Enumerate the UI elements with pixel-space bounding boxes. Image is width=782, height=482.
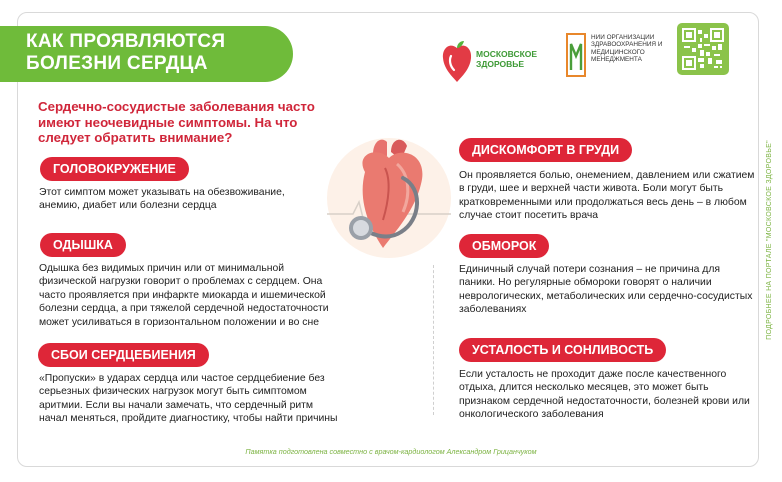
- qr-code-icon: [682, 28, 724, 70]
- column-divider: [433, 265, 434, 415]
- symptom-syncope-text: Единичный случай потери сознания – не причина для паники. Но регулярные обмороки говорят о наличии неврологических, метаболических или сердечно-сосудистых заболеваниях: [459, 264, 753, 316]
- symptom-dyspnea-text: Одышка без видимых причин или от минимальной физической нагрузки говорит о проблемах с сердцем. Она часто проявляется при инфаркте миокарда и ишемической болезни сердца, а при тяжелой сердечной недостаточности может усиливаться в горизонтальном положении и во сне: [39, 263, 329, 328]
- symptom-dizziness-title: ГОЛОВОКРУЖЕНИЕ: [40, 157, 189, 181]
- qr-code[interactable]: [677, 23, 729, 75]
- symptom-chest-discomfort-title: ДИСКОМФОРТ В ГРУДИ: [459, 138, 632, 162]
- symptom-arrhythmia-text: «Пропуски» в ударах сердца или частое сердцебиение без серьезных физических нагрузок могут быть симптомом аритмии. Если вы начали замечать, что сердечный ритм начал меняться, пройдите диагностику, чтобы найти причины: [39, 373, 338, 425]
- page-title: КАК ПРОЯВЛЯЮТСЯ БОЛЕЗНИ СЕРДЦА: [26, 31, 226, 74]
- symptom-syncope-title: ОБМОРОК: [459, 234, 549, 258]
- moscow-health-logo[interactable]: [440, 40, 560, 86]
- moscow-health-icon: [440, 40, 474, 84]
- intro-text: Сердечно-сосудистые заболевания часто имеют неочевидные симптомы. На что следует обратить внимание?: [38, 99, 315, 146]
- heart-illustration: [325, 128, 453, 260]
- symptom-fatigue-title: УСТАЛОСТЬ И СОНЛИВОСТЬ: [459, 338, 666, 362]
- nii-name: НИИ ОРГАНИЗАЦИИ ЗДРАВООХРАНЕНИЯ И МЕДИЦИНСКОГО МЕНЕДЖМЕНТА: [591, 34, 663, 64]
- symptom-dyspnea-title: ОДЫШКА: [40, 233, 126, 257]
- symptom-chest-discomfort-text: Он проявляется болью, онемением, давлением или сжатием в груди, шее и верхней части живота. Боли могут быть кратковременными или продолжаться весь день – в любом случае стоит посетить врача: [459, 170, 755, 222]
- footer-credit: Памятка подготовлена совместно с врачом-кардиологом Александром Грицанчуком: [245, 447, 537, 456]
- nii-emblem-icon: [565, 32, 587, 78]
- nii-logo[interactable]: [565, 32, 680, 82]
- symptom-fatigue-text: Если усталость не проходит даже после качественного отдыха, длится несколько месяцев, это может быть признаком сердечной недостаточности, болезней крови или онкологического заболевания: [459, 369, 750, 421]
- side-portal-text: ПОДРОБНЕЕ НА ПОРТАЛЕ "МОСКОВСКОЕ ЗДОРОВЬЕ": [766, 140, 773, 340]
- symptom-dizziness-text: Этот симптом может указывать на обезвоживание, анемию, диабет или болезни сердца: [39, 187, 285, 212]
- symptom-arrhythmia-title: СБОИ СЕРДЦЕБИЕНИЯ: [38, 343, 209, 367]
- moscow-health-name: МОСКОВСКОЕ ЗДОРОВЬЕ: [476, 49, 538, 69]
